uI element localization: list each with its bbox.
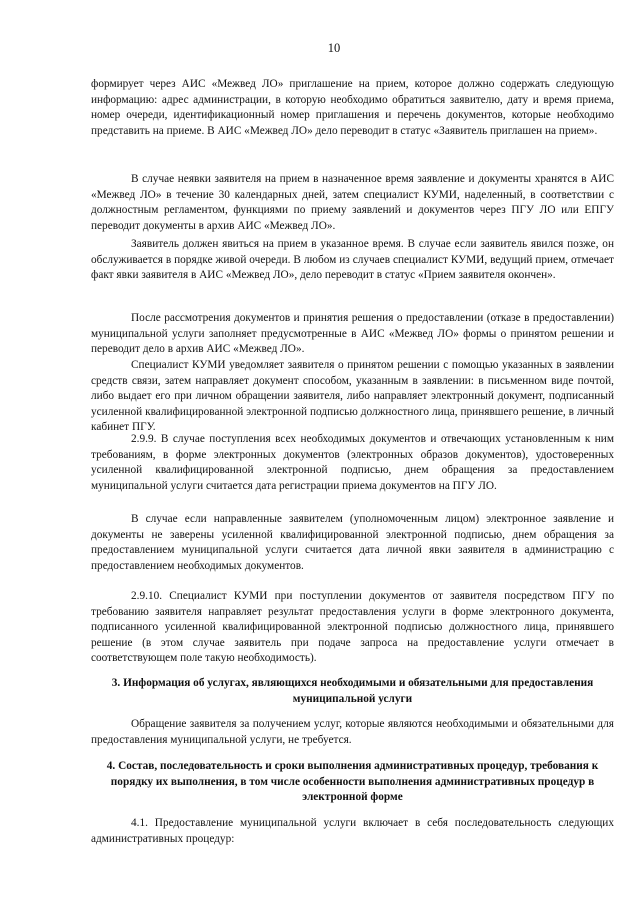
paragraph-no-show: В случае неявки заявителя на прием в назначенное время заявление и документы хранятся в АИС «Межвед ЛО» в течение 30 календарных дней, затем специалист КУМИ, наделенный, в соответствии с должностным регламентом, функциями по приему заявлений и документов через ПГУ ЛО или ЕПГУ переводит документы в архив АИС «Межвед ЛО». [91,173,614,232]
paragraph-4-1: 4.1. Предоставление муниципальной услуги включает в себя последовательность следующих административных процедур: [91,817,614,845]
paragraph-unsigned: В случае если направленные заявителем (уполномоченным лицом) электронное заявление и документы не заверены усиленной квалифицированной электронной подписью, днем обращения за предоставлением муниципальной услуги считается дата личной явки заявителя в администрацию с предоставлением необходимых документов. [91,513,614,572]
paragraph-section-3: Обращение заявителя за получением услуг, которые являются необходимыми и обязательными для предоставления муниципальной услуги, не требуется. [91,718,614,746]
paragraph-invitation: формирует через АИС «Межвед ЛО» приглашение на прием, которое должно содержать следующую информацию: адрес администрации, в которую необходимо обратиться заявителю, дату и время приема, номер очереди, идентификационный номер приглашения и перечень документов, которые необходимо представить на приеме. В АИС «Межвед ЛО» дело переводит в статус «Заявитель приглашен на прием». [91,78,614,137]
section-4-heading: 4. Состав, последовательность и сроки выполнения административных процедур, требования к порядку их выполнения, в том числе особенности выполнения административных процедур в электронной форме [106,760,599,804]
paragraph-appointment: Заявитель должен явиться на прием в указанное время. В случае если заявитель явился позже, он обслуживается в порядке живой очереди. В любом из случаев специалист КУМИ, ведущий прием, отмечает факт явки заявителя в АИС «Межвед ЛО», дело переводит в статус «Прием заявителя окончен». [91,238,614,282]
page-number: 10 [327,41,341,55]
section-3-heading: 3. Информация об услугах, являющихся необходимыми и обязательными для предоставления муниципальной услуги [111,677,594,705]
paragraph-2-9-9: 2.9.9. В случае поступления всех необходимых документов и отвечающих установленным к ним требованиям, в форме электронных документов (электронных образов документов), удостоверенных усиленной квалифицированной электронной подписью, днем обращения за предоставлением муниципальной услуги считается дата регистрации приема документов на ПГУ ЛО. [91,433,614,492]
paragraph-decision: После рассмотрения документов и принятия решения о предоставлении (отказе в предоставлении) муниципальной услуги заполняет предусмотренные в АИС «Межвед ЛО» формы о принятом решении и переводит дело в архив АИС «Межвед ЛО». [91,312,614,356]
paragraph-notification: Специалист КУМИ уведомляет заявителя о принятом решении с помощью указанных в заявлении средств связи, затем направляет документ способом, указанным в заявлении: в письменном виде почтой, либо выдает его при личном обращении заявителя, либо направляет электронный документ, подписанный усиленной квалифицированной электронной подписью должностного лица, принявшего решение, в личный кабинет ПГУ. [91,359,614,434]
paragraph-2-9-10: 2.9.10. Специалист КУМИ при поступлении документов от заявителя посредством ПГУ по требованию заявителя направляет результат предоставления услуги в форме электронного документа, подписанного усиленной квалифицированной электронной подписью должностного лица, принявшего решение (в этом случае заявитель при подаче запроса на предоставление услуги отмечает в соответствующем поле такую необходимость). [91,590,614,665]
